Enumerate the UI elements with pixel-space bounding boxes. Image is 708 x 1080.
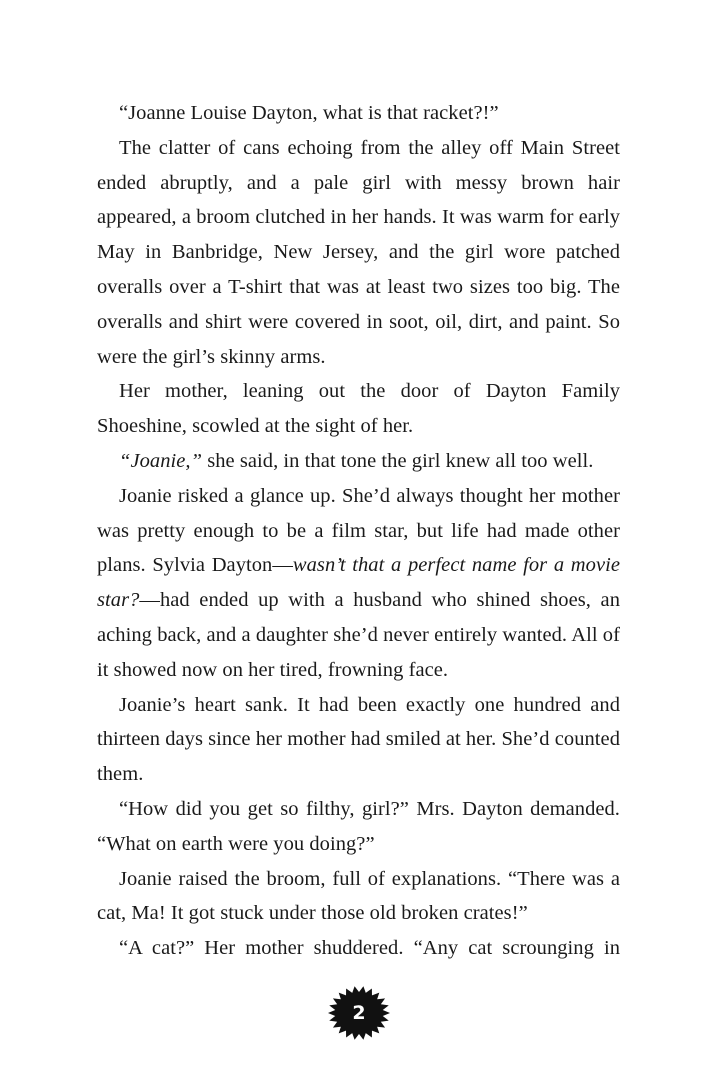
paragraph-text: “Joanne Louise Dayton, what is that racket?!” xyxy=(119,102,499,124)
page-number: 2 xyxy=(352,1002,366,1024)
paragraph xyxy=(97,96,620,131)
paragraph-text: “How did you get so filthy, girl?” Mrs. Dayton demanded. “What on earth were you doing?” xyxy=(97,797,620,855)
paragraph-text: Joanie’s heart sank. It had been exactly one hundred and thirteen days since her mother had smiled at her. She’d counted them. xyxy=(97,693,620,786)
paragraph-text: she said, in that tone the girl knew all too well. xyxy=(202,449,594,472)
paragraph-text: Joanie raised the broom, full of explanations. “There was a cat, Ma! It got stuck under those old broken crates!” xyxy=(97,867,620,925)
paragraph xyxy=(97,792,620,862)
paragraph-text: Joanie risked a glance up. She’d always thought her mother was pretty enough to be a film star, but life had made other plans. Sylvia Dayton— xyxy=(97,484,620,577)
paragraph xyxy=(97,862,620,932)
paragraph-text: —had ended up with a husband who shined shoes, an aching back, and a daughter she’d never entirely wanted. All of it showed now on her tired, frowning face. xyxy=(97,589,620,681)
paragraph xyxy=(97,374,620,444)
paragraph-text: The clatter of cans echoing from the alley off Main Street ended abruptly, and a pale girl with messy brown hair appeared, a broom clutched in her hands. It was warm for early May in Banbridge, New Jersey, and the girl wore patched overalls over a T-shirt that was at least two sizes too big. The overalls and shirt were covered in soot, oil, dirt, and paint. So were the girl’s skinny arms. xyxy=(97,136,620,368)
page-text xyxy=(97,96,620,966)
paragraph-italic-text: wasn’t that a perfect name for a movie star? xyxy=(97,554,621,612)
paragraph xyxy=(97,479,620,688)
paragraph-italic-text: “Joanie,” xyxy=(119,449,203,472)
paragraph-text: Her mother, leaning out the door of Dayton Family Shoeshine, scowled at the sight of her. xyxy=(97,380,620,438)
paragraph-continues xyxy=(97,931,620,966)
paragraph xyxy=(97,131,620,375)
paragraph xyxy=(97,444,620,479)
paragraph-text: “A cat?” Her mother shuddered. “Any cat scrounging in xyxy=(119,937,620,960)
paragraph xyxy=(97,688,620,792)
page-number-badge xyxy=(327,985,391,1041)
